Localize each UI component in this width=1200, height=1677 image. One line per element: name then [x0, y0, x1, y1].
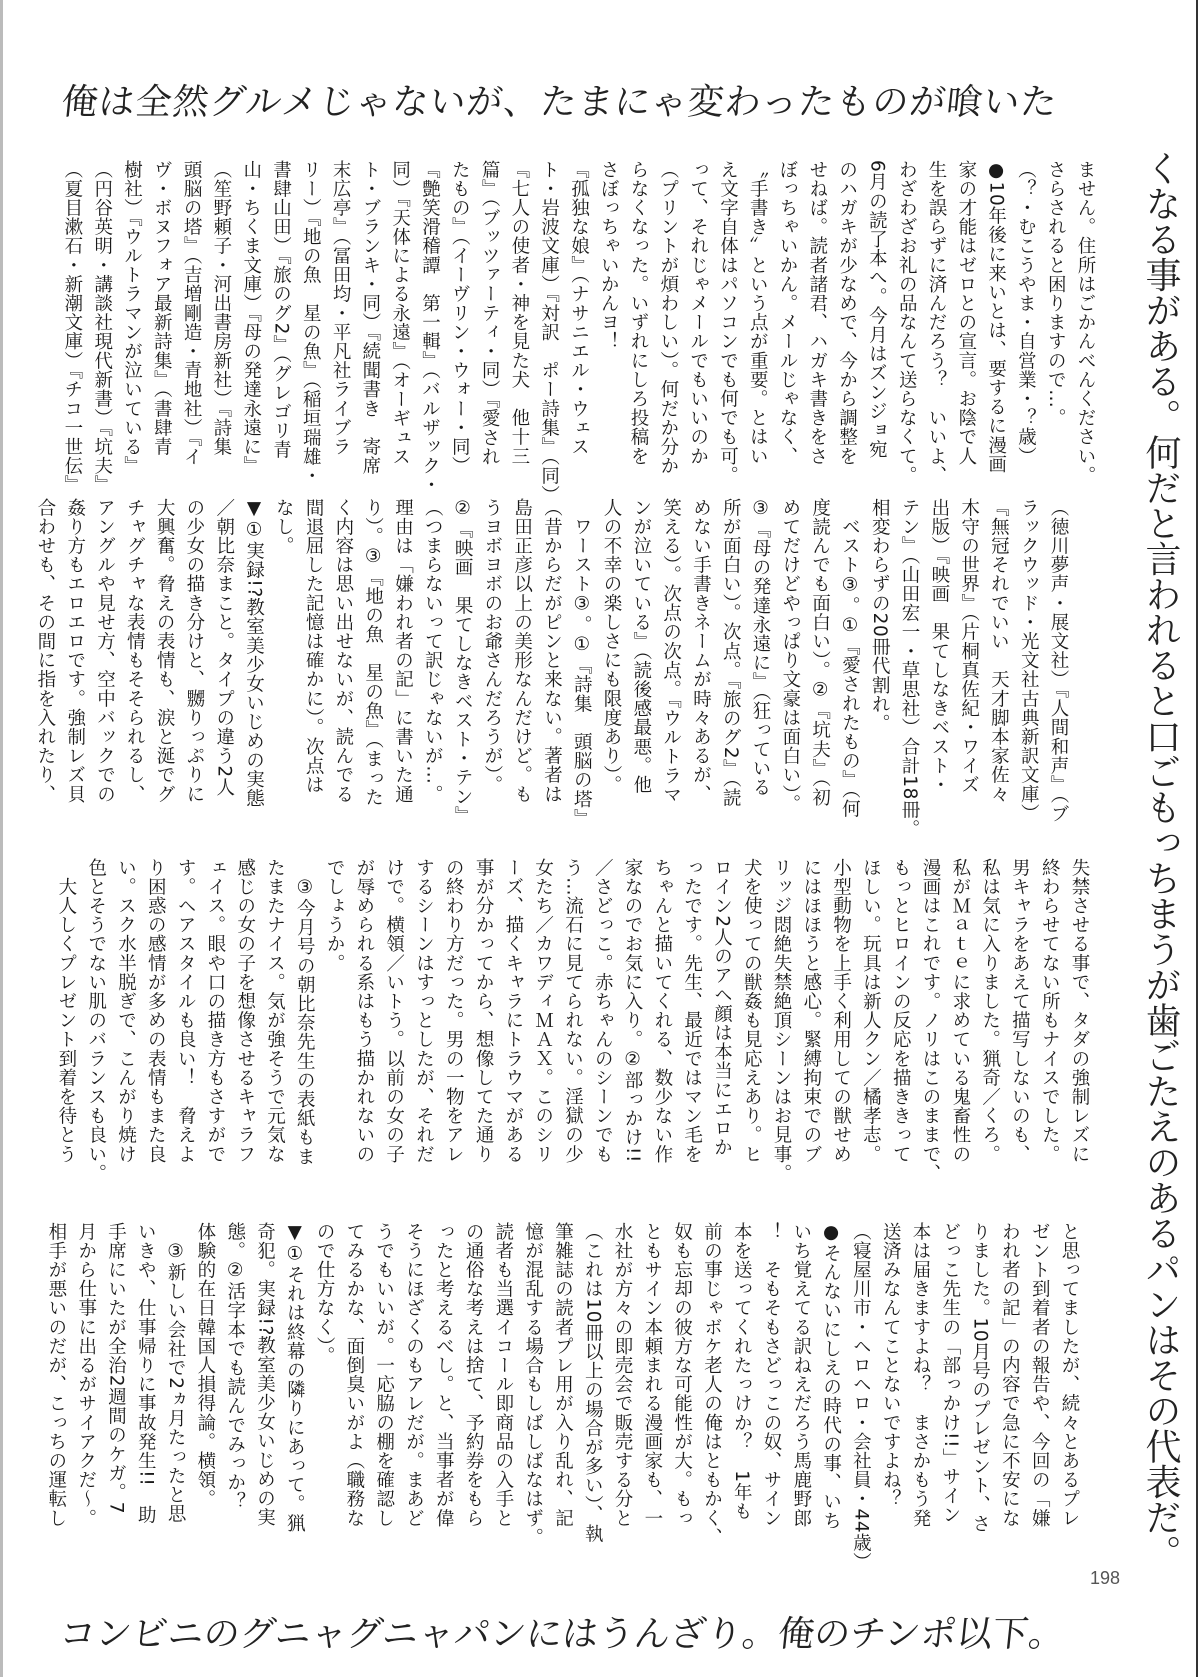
text-column: 漫画はこれです。ノリはこのままで、: [920, 858, 942, 1183]
handwritten-footer: コンビニのグニャグニャパンにはうんざり。俺のチンポ以下。: [57, 1614, 1067, 1655]
text-column: わざわざお礼の品なんて送らなくて。: [896, 160, 918, 485]
text-column: 前の事じゃボケ老人の俺はともかく、: [701, 1222, 723, 1547]
text-column: うヨボヨボのお爺さんだろうが）。: [481, 498, 503, 795]
text-column: 姦り方もエロエロです。強制レズ貝: [64, 498, 86, 804]
text-column: 出版）『映画 果てしなきベスト・: [928, 498, 950, 795]
text-column: 6月の読了本へ。今月はズンジョ宛: [866, 160, 888, 459]
text-tier-4: [44, 1222, 1084, 1572]
text-tier-2: [34, 498, 1073, 848]
text-column: ロイン2人のアヘ顔は本当にエロか: [711, 858, 733, 1157]
text-column: ／さどっこ。赤ちゃんのシーンでも: [592, 858, 614, 1164]
text-column: らなくなった。いずれにしろ投稿を: [628, 160, 650, 466]
text-column: リー）『地の魚 星の魚』（稲垣瑞雄・: [300, 160, 322, 486]
text-column: ②『映画 果てしなきベスト・テン』: [452, 498, 474, 826]
text-column: 女たち／カワディＭＡＸ。このシリ: [532, 858, 554, 1164]
text-column: 読者も当選イコール即商品の入手と: [492, 1222, 514, 1528]
text-column: り）。③『地の魚 星の魚』（まった: [362, 498, 384, 807]
text-column: ワースト③。①『詩集 頭脳の塔』: [571, 498, 593, 828]
text-column: の終わり方だった。男の一物をアレ: [443, 858, 465, 1164]
text-column: が辱められる系はもう描かれないの: [353, 858, 375, 1164]
text-tier-1: [54, 160, 1100, 505]
text-column: （プリントが煩わしい）。何だか分か: [657, 160, 679, 476]
text-column: い。スク水半脱ぎで、こんがり焼け: [115, 858, 137, 1164]
text-column: けで。横領／いトう。以前の女の子: [383, 858, 405, 1164]
text-column: にはほほうと感心。緊縛拘束でのブ: [800, 858, 822, 1164]
text-column: 山・ちくま文庫）『母の発達永遠に』: [240, 160, 262, 476]
text-column: 感じの女の子を想像させるキャラフ: [234, 858, 256, 1164]
text-column: ンが泣いている』（読後感最悪。他: [630, 498, 652, 795]
text-column: ベスト③。①『愛されたもの』（何: [839, 498, 861, 819]
text-column: どっこ先生の「部っかけ!!」サイン: [939, 1222, 961, 1525]
text-column: 篇』（ブッツァーティ・同）『愛され: [479, 160, 501, 467]
text-column: ●そんないにしえの時代の事、いち: [820, 1222, 842, 1531]
text-column: 筆雑誌の読者プレ用が入り乱れ、記: [552, 1222, 574, 1528]
text-column: 憶が混乱する場合もしばしばなはず。: [522, 1222, 544, 1547]
text-column: 間退屈した記憶は確かに）。次点は: [303, 498, 325, 795]
text-column: 犬を使っての獣姦も見応えあり。ヒ: [741, 858, 763, 1164]
text-column: 奇犯。実録!?教室美少女いじめの実: [254, 1222, 276, 1527]
text-column: リッジ悶絶失禁絶頂シーンはお見事。: [771, 858, 793, 1183]
text-column: （？・むこうやま・自営業・？歳）: [1015, 160, 1037, 466]
text-column: ゼント到着者の報告や、今回の「嫌: [1029, 1222, 1051, 1528]
text-column: アングルや見せ方、空中バックでの: [94, 498, 116, 804]
text-column: ほしい。玩具は新人クン／橘孝志。: [860, 858, 882, 1164]
text-column: （これは10冊以上の場合が多い）、執: [582, 1222, 604, 1544]
text-column: 本を送ってくれたっけか？ 1年も: [731, 1222, 753, 1521]
text-column: われ者の記」の内容で急に不安にな: [999, 1222, 1021, 1528]
text-column: 相変わらずの20冊代割れ。: [869, 498, 891, 733]
text-column: てみるかな、面倒臭いがよ（職務な: [343, 1222, 365, 1528]
text-column: く内容は思い出せないが、読んでる: [332, 498, 354, 804]
text-tier-3: [54, 858, 1094, 1208]
text-column: ラックウッド・光文社古典新訳文庫）: [1018, 498, 1040, 823]
text-column: （笙野頼子・河出書房新社）『詩集: [210, 160, 232, 457]
text-column: でしょうか。: [324, 858, 346, 973]
text-column: めない手書きネームが時々あるが、: [690, 498, 712, 804]
text-column: 相手が悪いのだが、こっちの運転し: [45, 1222, 67, 1528]
text-column: の少女の描き分けと、嬲りっぷりに: [183, 498, 205, 804]
text-column: 末広亭』（冨田均・平凡社ライブラ: [330, 160, 352, 457]
text-column: さぼっちゃいかんヨ！: [598, 160, 620, 351]
text-column: （つまらないって訳じゃないが…。: [422, 498, 444, 804]
text-column: するシーンはすっとしたが、それだ: [413, 858, 435, 1164]
text-column: の通俗な考えは捨て、予約券をもら: [463, 1222, 485, 1528]
text-column: りました。10月号のプレゼント、さ: [969, 1222, 991, 1534]
text-column: と思ってましたが、続々とあるプレ: [1059, 1222, 1080, 1528]
page-number: 198: [1090, 1568, 1121, 1588]
text-column: 大興奮。脅えの表情も、涙と涎でグ: [154, 498, 176, 804]
text-column: （昔からだがピンと来ない。著者は: [541, 498, 563, 804]
text-column: もっとヒロインの反応を描ききって: [890, 858, 912, 1164]
text-column: ③今月号の朝比奈先生の表紙もま: [294, 858, 316, 1167]
text-column: り困惑の感情が多めの表情もまた良: [145, 858, 167, 1164]
text-column: って、それじゃメールでもいいのか: [687, 160, 709, 466]
text-column: 大人しくプレゼント到着を待とう: [55, 858, 77, 1164]
text-column: うでもいいが。一応脇の棚を確認し: [373, 1222, 395, 1528]
text-column: ったです。先生、最近ではマン毛を: [681, 858, 703, 1164]
text-column: ェイス。眼や口の描き方もさすがで: [204, 858, 226, 1164]
text-column: ③『母の発達永遠に』（狂っている: [750, 498, 772, 797]
text-column: ／朝比奈まこと。タイプの違う2人: [213, 498, 235, 797]
text-column: ！ そもそもさどっこの奴、サイン: [761, 1222, 783, 1528]
text-column: 樹社）『ウルトラマンが泣いている』: [121, 160, 143, 476]
text-column: 事が分かってから、想像してた通り: [473, 858, 495, 1164]
text-column: 家なのでお気に入り。②部っかけ!!: [622, 858, 644, 1164]
text-column: 『七人の使者・神を見た犬 他十三: [508, 160, 530, 466]
text-column: さらされると困りますので…。: [1045, 160, 1067, 428]
handwritten-side-note: くなる事がある。何だと言われると口ごもっちまうが歯ごたえのあるパンはその代表だ。: [1140, 150, 1181, 1570]
text-column: 度読んでも面白い）。②『坑夫』（初: [809, 498, 831, 807]
text-column: ト・ブランキ・同）『続聞書き 寄席: [359, 160, 381, 476]
handwritten-header: 俺は全然グルメじゃないが、たまにゃ変わったものが喰いた: [59, 82, 1060, 123]
text-column: 頭脳の塔』（吉増剛造・青地社）『イ: [181, 160, 203, 467]
text-column: 小型動物を上手く利用しての獣せめ: [830, 858, 852, 1164]
text-column: 送済みなんてことないですよね？: [880, 1222, 902, 1509]
text-column: 月から仕事に出るがサイアクだ～。: [75, 1222, 97, 1528]
text-column: ト・岩波文庫）『対訳 ポー詩集』（同）: [538, 160, 560, 505]
text-column: 失禁させる事で、タダの強制レズに: [1069, 858, 1090, 1164]
page-edge-left: [0, 0, 3, 1677]
text-column: 家の才能はゼロとの宣言。お陰で人: [955, 160, 977, 466]
text-column: ーズ、描くキャラにトラウマがある: [502, 858, 524, 1164]
text-column: 所が面白い）。次点。『旅のグ2』（読: [720, 498, 742, 808]
text-column: 終わらせてない所もナイスでした。: [1039, 858, 1061, 1164]
text-column: （徳川夢声・展文社）『人間和声』（ブ: [1048, 498, 1069, 824]
text-column: 合わせも、その間に指を入れたり、: [34, 498, 56, 804]
text-column: 島田正彦以上の美形なんだけど。も: [511, 498, 533, 804]
text-column: 私は気に入りました。猟奇／くろ。: [979, 858, 1001, 1164]
text-column: たまたナイス。気が強そうで元気な: [264, 858, 286, 1164]
text-column: いち覚えてる訳ねえだろう馬鹿野郎: [790, 1222, 812, 1528]
text-column: 色とそうでない肌のバランスも良い。: [85, 858, 107, 1183]
text-column: ▼①それは終幕の隣りにあって。猟: [284, 1222, 306, 1533]
text-column: ので仕方なく）。: [314, 1222, 336, 1366]
text-column: 本は届きますよね？ まさかもう発: [910, 1222, 932, 1528]
text-column: 奴も忘却の彼方な可能性が大。もっ: [671, 1222, 693, 1528]
text-column: 理由は「嫌われ者の記」に書いた通: [392, 498, 414, 804]
text-column: 男キャラをあえて描写しないのも、: [1009, 858, 1031, 1164]
text-column: ません。住所はごかんべんください。: [1075, 160, 1096, 485]
text-column: す。ヘアスタイルも良い！ 脅えよ: [175, 858, 197, 1164]
text-column: （寝屋川市・ヘロヘロ・会社員・44歳）: [850, 1222, 872, 1572]
text-column: （円谷英明・講談社現代新書）『坑夫』: [91, 160, 113, 495]
text-column: 〝手書き〟という点が重要。とはい: [747, 160, 769, 466]
text-column: せねば。読者諸君、ハガキ書きをさ: [806, 160, 828, 466]
text-column: テン』（山田宏一・草思社）合計18冊。: [899, 498, 921, 839]
text-column: 体験的在日韓国人損得論。横領。: [194, 1222, 216, 1509]
text-column: （夏目漱石・新潮文庫）『チコ一世伝』: [61, 160, 83, 495]
text-column: え文字自体はパソコンでも何でも可。: [717, 160, 739, 485]
text-column: ともサイン本頼まれる漫画家も、一: [641, 1222, 663, 1528]
text-column: う…流石に見てられない。淫獄の少: [562, 858, 584, 1164]
text-column: 水社が方々の即売会で販売する分と: [612, 1222, 634, 1528]
text-column: たもの』（イーヴリン・ウォー・同）: [449, 160, 471, 476]
text-column: ぼっちゃいかん。メールじゃなく、: [777, 160, 799, 466]
text-column: なし。: [273, 498, 295, 556]
text-column: いきや、仕事帰りに事故発生!! 助: [135, 1222, 157, 1525]
text-column: そうにほざくのもアレだが。まあど: [403, 1222, 425, 1528]
text-column: ▼①実録!?教室美少女いじめの実態: [243, 498, 265, 808]
text-column: 人の不幸の楽しさにも限度あり）。: [601, 498, 623, 795]
text-column: ③新しい会社で2ヵ月たったと思: [165, 1222, 187, 1524]
text-column: 『艶笑滑稽譚 第一輯』（バルザック・: [419, 160, 441, 495]
text-column: めてだけどやっぱり文豪は面白い）。: [779, 498, 801, 814]
text-column: 生を誤らずに済んだろう？ いいよ、: [926, 160, 948, 485]
text-column: ったと考えるべし。と、当事者が偉: [433, 1222, 455, 1528]
text-column: 『無冠それでいい 天才脚本家佐々: [988, 498, 1010, 804]
text-column: 私がＭａｔｅに求めている鬼畜性の: [949, 858, 971, 1164]
text-column: 書肆山田）『旅のグ2』（グレゴリ青: [270, 160, 292, 460]
text-column: 笑える）。次点の次点。『ウルトラマ: [660, 498, 682, 805]
text-column: ちゃんと描いてくれる、数少ない作: [651, 858, 673, 1164]
page-border-right: [1196, 0, 1198, 1677]
text-column: 『孤独な娘』（ナサニエル・ウェス: [568, 160, 590, 457]
text-column: ●10年後に来いとは、要するに漫画: [985, 160, 1007, 474]
text-column: 態。②活字本でも読んでみっか？: [224, 1222, 246, 1511]
text-column: 手席にいたが全治2週間のケガ。7: [105, 1222, 127, 1515]
text-column: ヴ・ボヌフォア最新詩集』（書肆青: [151, 160, 173, 457]
text-column: チャグチャな表情もそそられるし、: [124, 498, 146, 804]
text-column: 同）『天体による永遠』（オーギュス: [389, 160, 411, 467]
text-column: 木守の世界』（片桐真佐紀・ワイズ: [958, 498, 980, 795]
text-column: のハガキが少なめで、今から調整を: [836, 160, 858, 466]
